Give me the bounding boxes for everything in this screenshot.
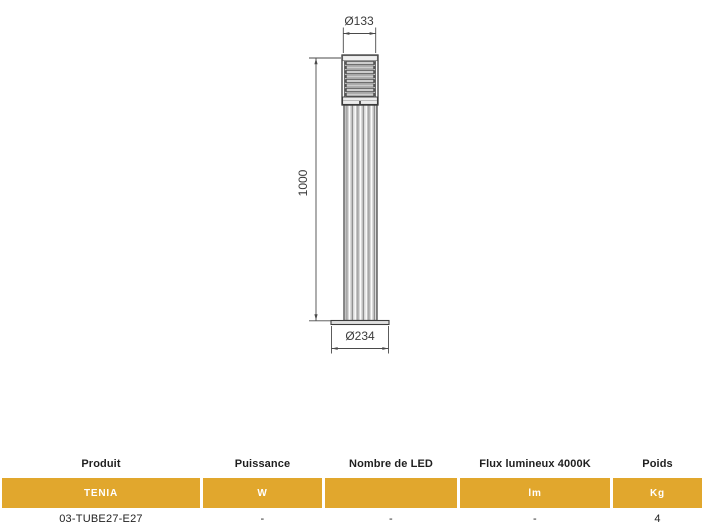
value-cell-poids: 4 (654, 513, 661, 525)
dim-label-top-diameter: Ø133 (344, 14, 374, 28)
unit-cell-kg: Kg (613, 478, 702, 508)
dimension-height (309, 58, 341, 321)
value-cell-led: - (389, 513, 393, 525)
unit-cell-lumens: lm (460, 478, 610, 508)
header-cell-puissance: Puissance (234, 458, 291, 470)
dimension-top-diameter (343, 28, 375, 54)
unit-cell-product-name: TENIA (2, 478, 200, 508)
table-unit-row (2, 478, 702, 508)
header-cell-nombre-de-led: Nombre de LED (349, 458, 433, 470)
header-cell-produit: Produit (81, 458, 121, 470)
value-cell-flux: - (533, 513, 537, 525)
bollard-pole (344, 105, 377, 321)
dim-label-base-diameter: Ø234 (345, 329, 375, 343)
table-header-row (2, 450, 702, 478)
bollard-head (342, 55, 378, 105)
header-cell-flux-lumineux: Flux lumineux 4000K (479, 458, 591, 470)
spec-table (2, 450, 702, 530)
unit-cell-watts: W (203, 478, 322, 508)
value-cell-reference: 03-TUBE27-E27 (59, 513, 143, 525)
bollard-base-plate (331, 321, 389, 325)
head-top-cap (343, 56, 378, 61)
header-cell-poids: Poids (642, 458, 673, 470)
table-data-row (2, 508, 702, 530)
dim-label-height: 1000 (296, 169, 310, 197)
unit-cell-led (325, 478, 457, 508)
value-cell-puissance: - (260, 513, 265, 525)
